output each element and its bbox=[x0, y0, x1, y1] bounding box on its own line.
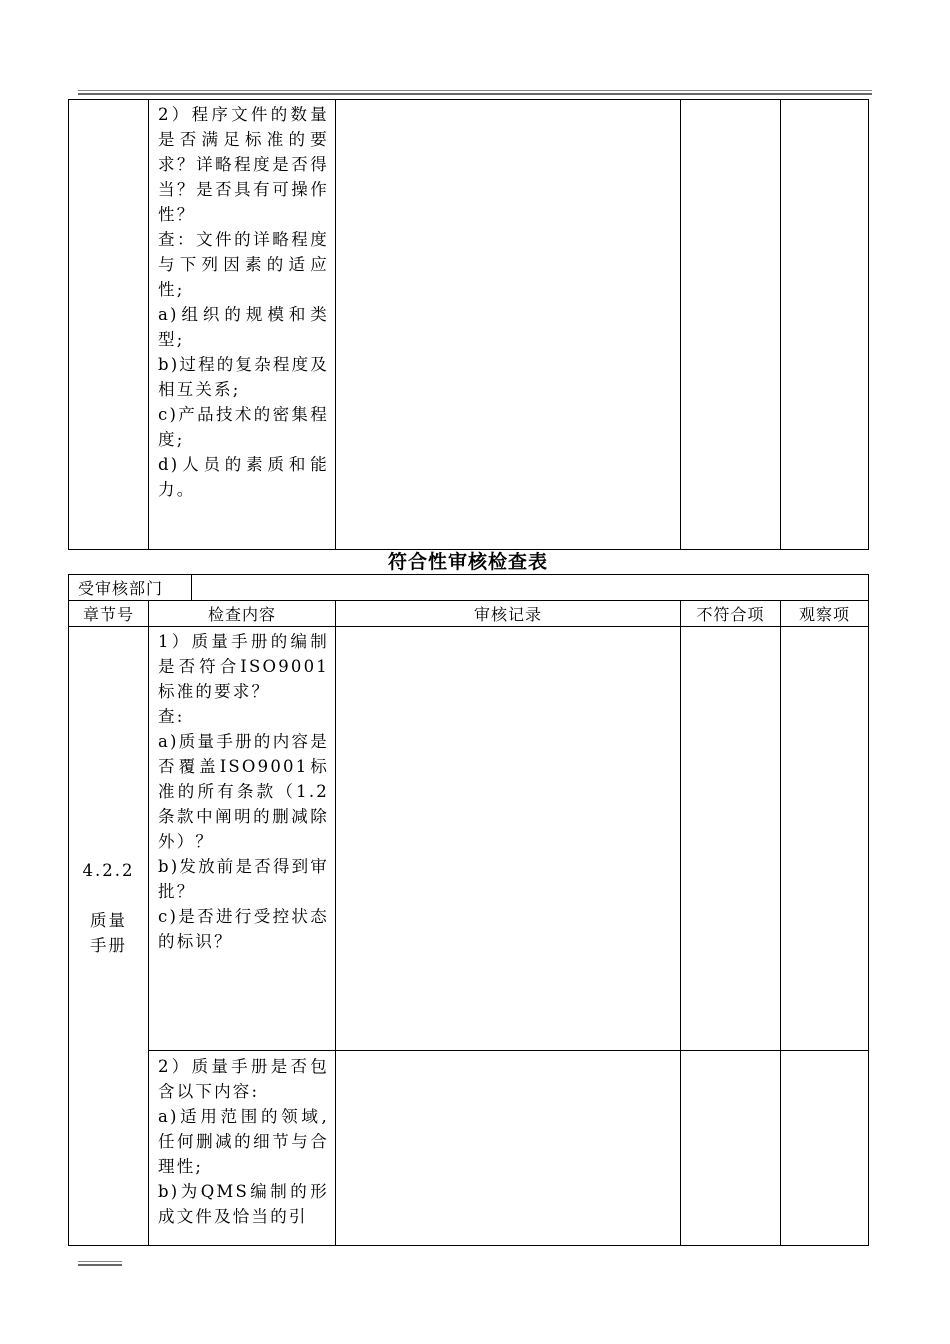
header-content: 检查内容 bbox=[149, 601, 336, 627]
section-cell-empty bbox=[69, 100, 149, 550]
content-line: 1）质量手册的编制是否符合ISO9001标准的要求？ bbox=[158, 632, 329, 701]
content-line: a)适用范围的领域,任何删减的细节与合理性; bbox=[158, 1107, 329, 1176]
content-line: b)为QMS编制的形成文件及恰当的引 bbox=[158, 1182, 329, 1226]
header-rule-thick bbox=[78, 93, 872, 95]
section-number: 4.2.2 bbox=[82, 861, 135, 880]
dept-value-field[interactable] bbox=[192, 575, 869, 601]
nonconformity-cell[interactable] bbox=[681, 627, 781, 1051]
observation-cell[interactable] bbox=[781, 100, 869, 550]
header-record: 审核记录 bbox=[336, 601, 681, 627]
section-name-line: 手册 bbox=[90, 936, 127, 955]
check-content-cell bbox=[149, 100, 336, 550]
dept-label: 受审核部门 bbox=[69, 575, 192, 601]
nonconformity-cell[interactable] bbox=[681, 1051, 781, 1246]
check-content-block2 bbox=[149, 1051, 335, 1229]
section-name-line: 质量 bbox=[90, 911, 127, 930]
audit-record-cell[interactable] bbox=[336, 627, 681, 1051]
audit-record-cell[interactable] bbox=[336, 100, 681, 550]
content-line: a)组织的规模和类型; bbox=[158, 305, 329, 349]
header-nonconformity: 不符合项 bbox=[681, 601, 781, 627]
nonconformity-cell[interactable] bbox=[681, 100, 781, 550]
header-section: 章节号 bbox=[69, 601, 149, 627]
section-cell bbox=[69, 627, 149, 1246]
department-table bbox=[68, 574, 869, 601]
check-content-prev bbox=[149, 100, 335, 502]
observation-cell[interactable] bbox=[781, 627, 869, 1051]
content-line: a)质量手册的内容是否覆盖ISO9001标准的所有条款（1.2条款中阐明的删减除外）？ bbox=[158, 732, 329, 851]
audit-record-cell[interactable] bbox=[336, 1051, 681, 1246]
previous-page-table bbox=[68, 99, 869, 550]
content-line: b)发放前是否得到审批？ bbox=[158, 857, 329, 901]
checklist-table bbox=[68, 600, 869, 1246]
content-line: 2）程序文件的数量是否满足标准的要求？详略程度是否得当？是否具有可操作性？ bbox=[158, 105, 329, 224]
content-line: d)人员的素质和能力。 bbox=[158, 455, 329, 499]
page-title: 符合性审核检查表 bbox=[387, 551, 548, 573]
footer-rule-thick bbox=[78, 1264, 122, 1266]
content-line: c)是否进行受控状态的标识？ bbox=[158, 907, 329, 951]
check-content-cell bbox=[149, 627, 336, 1051]
footer-rule-thin bbox=[78, 1261, 122, 1262]
content-line: c)产品技术的密集程度; bbox=[158, 405, 329, 449]
content-line: 查: bbox=[158, 707, 185, 726]
header-observation: 观察项 bbox=[781, 601, 869, 627]
content-line: 2）质量手册是否包含以下内容: bbox=[158, 1057, 329, 1101]
observation-cell[interactable] bbox=[781, 1051, 869, 1246]
check-content-cell bbox=[149, 1051, 336, 1246]
check-content-block1 bbox=[149, 627, 335, 954]
content-line: b)过程的复杂程度及相互关系; bbox=[158, 355, 329, 399]
content-line: 查：文件的详略程度与下列因素的适应性; bbox=[158, 230, 329, 299]
header-rule-thin bbox=[78, 90, 872, 91]
